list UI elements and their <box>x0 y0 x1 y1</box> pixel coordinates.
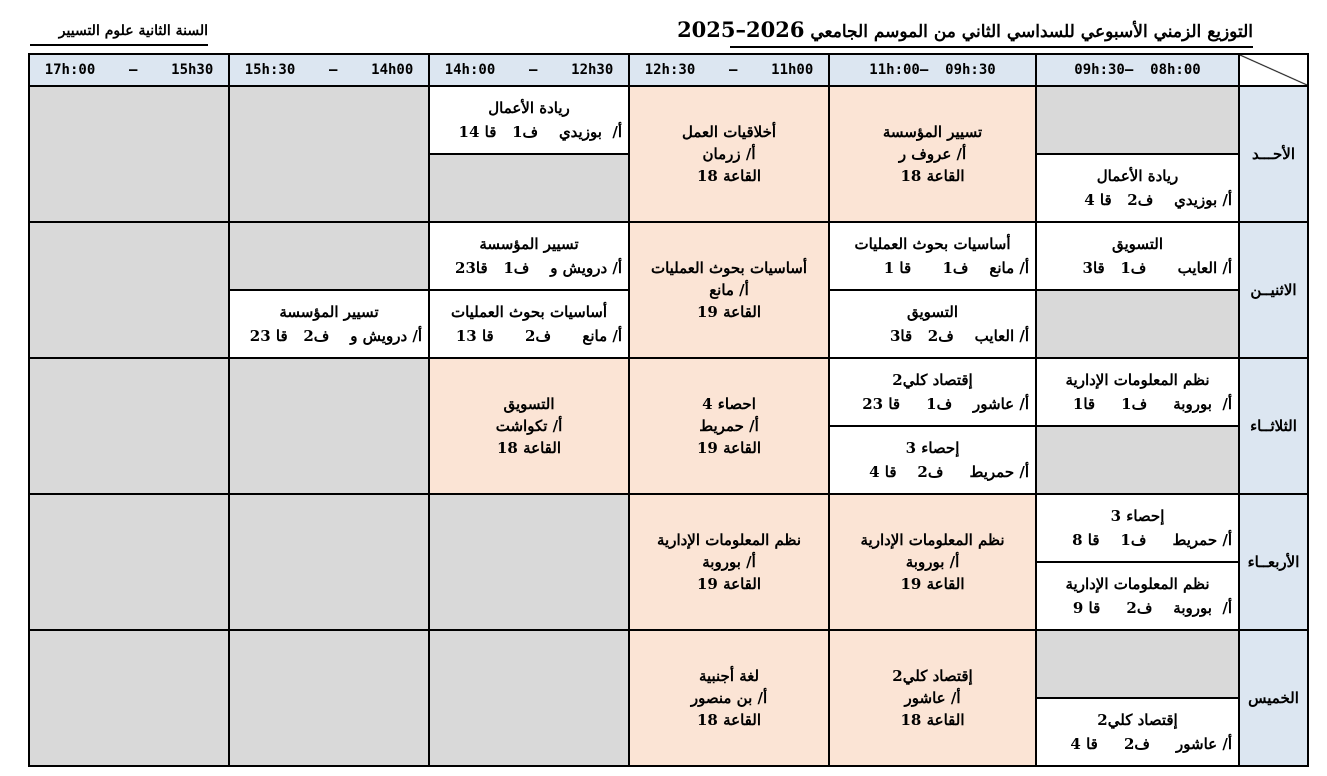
teacher-name: أ/ بوروبة <box>702 553 756 571</box>
time-header-5: 15h:30 – 14h00 <box>230 55 430 87</box>
day-label-monday: الاثنيــن <box>1240 223 1309 359</box>
course-details: أ/ حمريط ف1 قا 8 <box>1072 531 1232 549</box>
page-title <box>677 16 1253 48</box>
tuesday-slot-1-group1 <box>1037 359 1240 427</box>
thursday-slot-4 <box>430 631 630 767</box>
course-name: تسيير المؤسسة <box>882 123 983 141</box>
teacher-name: أ/ تكواشت <box>495 417 563 435</box>
room-label: القاعة 18 <box>697 711 761 729</box>
time-header-3: 12h:30 – 11h00 <box>630 55 830 87</box>
monday-slot-1-group2 <box>1037 291 1240 359</box>
course-details: أ/ عاشور ف1 قا 23 <box>862 395 1029 413</box>
monday-slot-2-group1 <box>830 223 1037 291</box>
tuesday-slot-2-group2 <box>830 427 1037 495</box>
room-label: القاعة 19 <box>697 439 761 457</box>
tuesday-slot-4 <box>430 359 630 495</box>
thursday-slot-5 <box>230 631 430 767</box>
course-name: التسويق <box>1111 235 1164 253</box>
course-name: نظم المعلومات الإدارية <box>1065 575 1210 593</box>
course-details: أ/ العايب ف2 قا3 <box>889 327 1029 345</box>
tuesday-slot-6 <box>30 359 230 495</box>
wednesday-slot-6 <box>30 495 230 631</box>
monday-slot-5-group1 <box>230 223 430 291</box>
course-name: لغة أجنبية <box>698 667 760 685</box>
teacher-name: أ/ عاشور <box>904 689 961 707</box>
course-details: أ/ مانع ف1 قا 1 <box>883 259 1029 277</box>
course-details: أ/ بوزيدي ف1 قا 14 <box>458 123 622 141</box>
course-details: أ/ درويش و ف1 قا23 <box>455 259 622 277</box>
time-header-6: 17h:00 – 15h30 <box>30 55 230 87</box>
time-header-1: 09h:30– 08h:00 <box>1037 55 1240 87</box>
course-name: احصاء 4 <box>702 395 756 413</box>
day-label-tuesday: الثلاثــاء <box>1240 359 1309 495</box>
room-label: القاعة 19 <box>900 575 965 593</box>
room-label: القاعة 18 <box>497 439 561 457</box>
wednesday-slot-3 <box>630 495 830 631</box>
page-header <box>0 0 1327 52</box>
wednesday-slot-1-group2 <box>1037 563 1240 631</box>
monday-slot-4-group1 <box>430 223 630 291</box>
monday-slot-2-group2 <box>830 291 1037 359</box>
course-name: ريادة الأعمال <box>1096 167 1179 185</box>
monday-slot-4-group2 <box>430 291 630 359</box>
course-details: أ/ عاشور ف2 قا 4 <box>1070 735 1232 753</box>
day-label-thursday: الخميس <box>1240 631 1309 767</box>
sunday-slot-4-group2 <box>430 155 630 223</box>
thursday-slot-1-group1 <box>1037 631 1240 699</box>
course-name: التسويق <box>503 395 555 413</box>
monday-slot-3 <box>630 223 830 359</box>
sunday-slot-2 <box>830 87 1037 223</box>
timetable-grid <box>28 53 1309 767</box>
wednesday-slot-5 <box>230 495 430 631</box>
course-name: تسيير المؤسسة <box>279 303 379 321</box>
course-name: التسويق <box>906 303 959 321</box>
monday-slot-1-group1 <box>1037 223 1240 291</box>
course-details: أ/ درويش و ف2 قا 23 <box>249 327 422 345</box>
day-label-sunday: الأحـــد <box>1240 87 1309 223</box>
room-label: القاعة 19 <box>697 575 761 593</box>
sunday-slot-1-group2 <box>1037 155 1240 223</box>
teacher-name: أ/ عروف ر <box>898 145 967 163</box>
teacher-name: أ/ مانع <box>709 281 749 299</box>
course-details: أ/ بوروبة ف1 قا1 <box>1072 395 1232 413</box>
teacher-name: أ/ بن منصور <box>690 689 768 707</box>
course-name: أساسيات بحوث العمليات <box>450 303 608 321</box>
tuesday-slot-2-group1 <box>830 359 1037 427</box>
tuesday-slot-1-group2 <box>1037 427 1240 495</box>
wednesday-slot-1-group1 <box>1037 495 1240 563</box>
monday-slot-6 <box>30 223 230 359</box>
course-name: أخلاقيات العمل <box>682 123 777 141</box>
course-name: نظم المعلومات الإدارية <box>860 531 1005 549</box>
course-name: نظم المعلومات الإدارية <box>656 531 802 549</box>
course-name: تسيير المؤسسة <box>479 235 579 253</box>
thursday-slot-3 <box>630 631 830 767</box>
teacher-name: أ/ بوروبة <box>905 553 960 571</box>
course-details: أ/ بوزيدي ف2 قا 4 <box>1084 191 1232 209</box>
sunday-slot-4-group1 <box>430 87 630 155</box>
day-label-wednesday: الأربعــاء <box>1240 495 1309 631</box>
room-label: القاعة 19 <box>697 303 761 321</box>
course-name: إقتصاد كلي2 <box>892 667 973 685</box>
course-name: إحصاء 3 <box>1110 507 1165 525</box>
room-label: القاعة 18 <box>900 711 965 729</box>
sunday-slot-1-group1 <box>1037 87 1240 155</box>
teacher-name: أ/ زرمان <box>702 145 756 163</box>
course-name: إقتصاد كلي2 <box>892 371 973 389</box>
room-label: القاعة 18 <box>900 167 965 185</box>
course-details: أ/ العايب ف1 قا3 <box>1082 259 1232 277</box>
course-name: إقتصاد كلي2 <box>1097 711 1178 729</box>
course-name: أساسيات بحوث العمليات <box>650 259 808 277</box>
wednesday-slot-4 <box>430 495 630 631</box>
wednesday-slot-2 <box>830 495 1037 631</box>
room-label: القاعة 18 <box>697 167 761 185</box>
thursday-slot-1-group2 <box>1037 699 1240 767</box>
title-year: 2026–2025 <box>677 17 805 42</box>
time-header-4: 14h:00 – 12h30 <box>430 55 630 87</box>
program-label: السنة الثانية علوم التسيير <box>30 20 208 46</box>
course-details: أ/ حمريط ف2 قا 4 <box>869 463 1029 481</box>
tuesday-slot-3 <box>630 359 830 495</box>
time-header-2: 11h:00– 09h:30 <box>830 55 1037 87</box>
teacher-name: أ/ حمريط <box>699 417 759 435</box>
sunday-slot-3 <box>630 87 830 223</box>
thursday-slot-6 <box>30 631 230 767</box>
course-name: إحصاء 3 <box>905 439 960 457</box>
course-name: ريادة الأعمال <box>488 99 570 117</box>
course-name: أساسيات بحوث العمليات <box>854 235 1011 253</box>
sunday-slot-6 <box>30 87 230 223</box>
tuesday-slot-5 <box>230 359 430 495</box>
title-text: التوزيع الزمني الأسبوعي للسداسي الثاني من الموسم الجامعي <box>804 22 1253 42</box>
course-details: أ/ بوروبة ف2 قا 9 <box>1072 599 1232 617</box>
sunday-slot-5 <box>230 87 430 223</box>
corner-cell <box>1240 55 1309 87</box>
course-details: أ/ مانع ف2 قا 13 <box>455 327 622 345</box>
monday-slot-5-group2 <box>230 291 430 359</box>
thursday-slot-2 <box>830 631 1037 767</box>
course-name: نظم المعلومات الإدارية <box>1065 371 1210 389</box>
